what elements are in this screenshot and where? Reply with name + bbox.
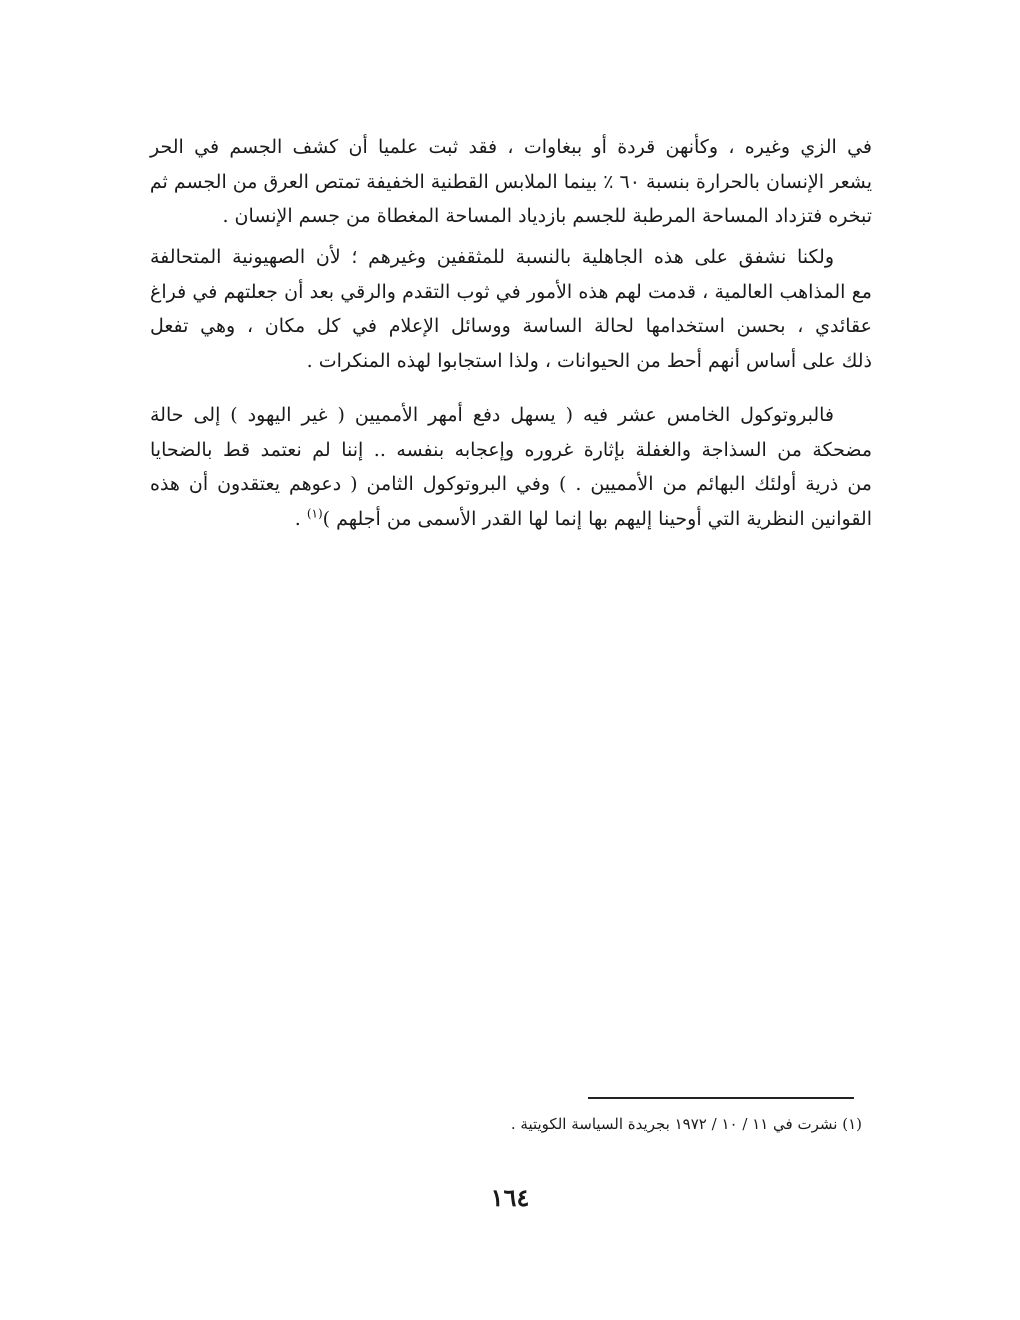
paragraph-3 bbox=[150, 398, 872, 536]
text-line-with-reference bbox=[150, 502, 872, 537]
text-line: عقائدي ، بحسن استخدامها لحالة الساسة ووسائل الإعلام في كل مكان ، وهي تفعل bbox=[150, 315, 872, 337]
footnote-separator bbox=[588, 1097, 854, 1099]
text-line-content: القوانين النظرية التي أوحينا إليهم بها إنما لها القدر الأسمى من أجلهم ) bbox=[322, 507, 872, 530]
text-line: ولكنا نشفق على هذه الجاهلية بالنسبة للمثقفين وغيرهم ؛ لأن الصهيونية المتحالفة bbox=[150, 246, 834, 268]
closing-punctuation: . bbox=[294, 507, 307, 530]
text-line: تبخره فتزداد المساحة المرطبة للجسم بازدياد المساحة المغطاة من جسم الإنسان . bbox=[222, 205, 872, 227]
text-line: فالبروتوكول الخامس عشر فيه ( يسهل دفع أمهر الأمميين ( غير اليهود ) إلى حالة bbox=[150, 404, 834, 426]
footnote: (١) نشرت في ١١ / ١٠ / ١٩٧٢ بجريدة السياسة الكويتية . bbox=[510, 1115, 862, 1133]
paragraph-1 bbox=[150, 130, 872, 234]
text-line: من ذرية أولئك البهائم من الأمميين . ) وفي البروتوكول الثامن ( دعوهم يعتقدون أن هذه bbox=[150, 473, 872, 495]
text-line: مع المذاهب العالمية ، قدمت لهم هذه الأمور في ثوب التقدم والرقي بعد أن جعلتهم في فراغ bbox=[150, 280, 872, 303]
text-line: يشعر الإنسان بالحرارة بنسبة ٦٠ ٪ بينما الملابس القطنية الخفيفة تمتص العرق من الجسم ثم bbox=[149, 170, 872, 193]
text-line: ذلك على أساس أنهم أحط من الحيوانات ، ولذا استجابوا لهذه المنكرات . bbox=[306, 349, 872, 372]
text-line: مضحكة من السذاجة والغفلة بإثارة غروره وإعجابه بنفسه .. إننا لم نعتمد قط بالضحايا bbox=[150, 438, 872, 461]
paragraph-2 bbox=[150, 240, 872, 378]
text-line: في الزي وغيره ، وكأنهن قردة أو ببغاوات ، فقد ثبت علميا أن كشف الجسم في الحر bbox=[150, 136, 872, 158]
footnote-reference[interactable]: (١) bbox=[306, 506, 323, 521]
page-number: ١٦٤ bbox=[490, 1183, 530, 1212]
